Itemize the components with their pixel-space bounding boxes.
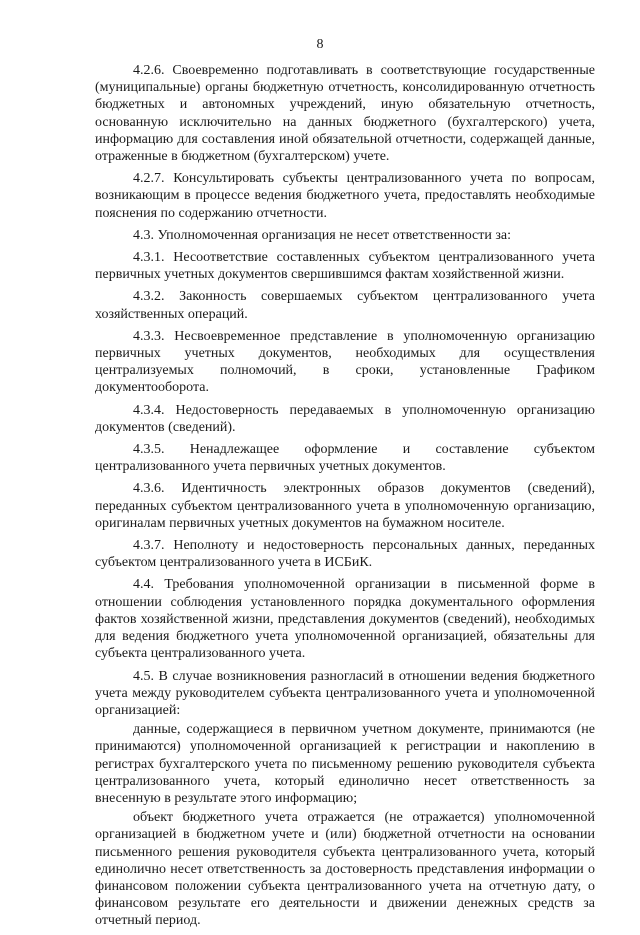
paragraph-4-3-6: 4.3.6. Идентичность электронных образов документов (сведений), переданных субъектом централизованного учета в уполномоченную организацию, оригиналам первичных учетных документов на бумажном носителе. (95, 481, 595, 531)
paragraph-4-5-item-2: объект бюджетного учета отражается (не отражается) уполномоченной организацией в бюджетном учете и (или) бюджетной отчетности на основании письменного решения руководителя субъекта централизованного учета, который единолично несет ответственность за достоверность представления информации о финансовом положении субъекта централизованного учета на отчетную дату, о финансовом результате его деятельности и движении денежных средств за отчетный период. (95, 810, 595, 929)
paragraph-4-4: 4.4. Требования уполномоченной организации в письменной форме в отношении соблюдения установленного порядка документального оформления фактов хозяйственной жизни, представления документов (сведений), необходимых для ведения бюджетного учета уполномоченной организацией, обязательны для субъекта централизованного учета. (95, 577, 595, 662)
paragraph-4-3-4: 4.3.4. Недостоверность передаваемых в уполномоченную организацию документов (сведений). (95, 402, 595, 435)
paragraph-4-3-1: 4.3.1. Несоответствие составленных субъектом централизованного учета первичных учетных документов свершившимся фактам хозяйственной жизни. (95, 250, 595, 283)
paragraph-4-2-7: 4.2.7. Консультировать субъекты централизованного учета по вопросам, возникающим в процессе ведения бюджетного учета, предоставлять необходимые пояснения по содержанию отчетности. (95, 171, 595, 221)
paragraph-4-3-2: 4.3.2. Законность совершаемых субъектом централизованного учета хозяйственных операций. (95, 289, 595, 322)
paragraph-4-2-6: 4.2.6. Своевременно подготавливать в соответствующие государственные (муниципальные) органы бюджетную отчетность, консолидированную отчетность бюджетных и автономных учреждений, иную обязательную отчетность, основанную исключительно на данных бюджетного (бухгалтерского) учета, информацию для составления иной обязательной отчетности, содержащей данные, отраженные в бюджетном (бухгалтерском) учете. (95, 63, 595, 165)
paragraph-4-3-5: 4.3.5. Ненадлежащее оформление и составление субъектом централизованного учета первичных учетных документов. (95, 442, 595, 475)
page-number: 8 (316, 37, 324, 52)
paragraph-4-5: 4.5. В случае возникновения разногласий в отношении ведения бюджетного учета между руководителем субъекта централизованного учета и уполномоченной организацией: (95, 668, 595, 718)
document-body (95, 62, 595, 935)
paragraph-4-3-7: 4.3.7. Неполноту и недостоверность персональных данных, переданных субъектом централизованного учета в ИСБиК. (95, 538, 595, 571)
paragraph-4-3: 4.3. Уполномоченная организация не несет ответственности за: (133, 227, 512, 243)
paragraph-4-5-item-1: данные, содержащиеся в первичном учетном документе, принимаются (не принимаются) уполномоченной организацией к регистрации и накоплению в регистрах бухгалтерского учета по письменному решению руководителя субъекта централизованного учета, который единолично несет ответственность за внесенную в результате этого информацию; (95, 722, 595, 806)
paragraph-4-3-3: 4.3.3. Несвоевременное представление в уполномоченную организацию первичных учетных документов, необходимых для осуществления централизуемых полномочий, в сроки, установленные Графиком документооборота. (95, 328, 595, 396)
